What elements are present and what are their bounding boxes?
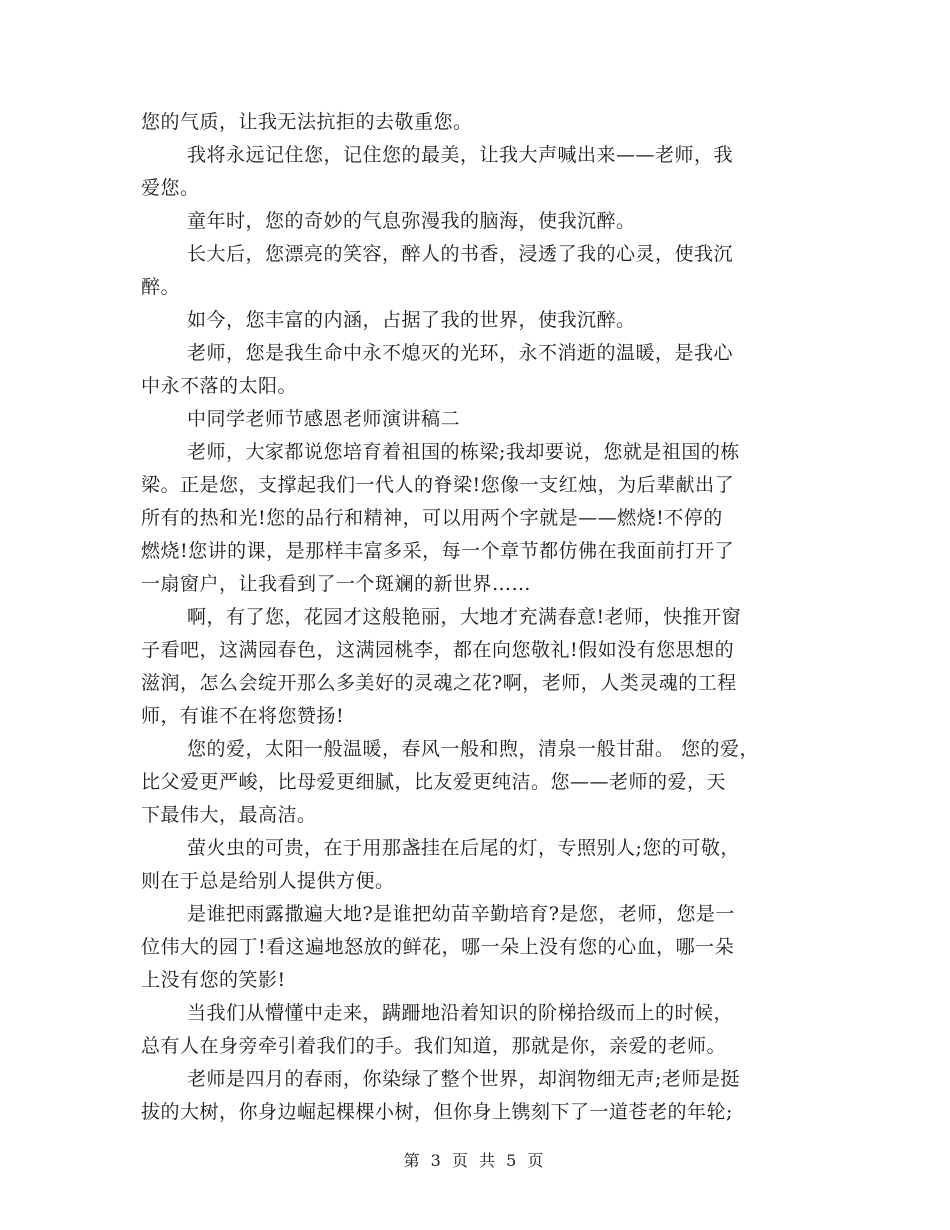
text-line: 则在于总是给别人提供方便。 bbox=[141, 870, 395, 892]
text-line: 萤火虫的可贵，在于用那盏挂在后尾的灯，专照别人;您的可敬， bbox=[187, 837, 740, 859]
text-line: 师，有谁不在将您赞扬! bbox=[141, 705, 345, 727]
text-line: 拔的大树，你身边崛起棵棵小树，但你身上镌刻下了一道苍老的年轮; bbox=[141, 1101, 733, 1123]
text-line: 总有人在身旁牵引着我们的手。我们知道，那就是你，亲爱的老师。 bbox=[141, 1035, 727, 1057]
text-line: 上没有您的笑影! bbox=[141, 969, 286, 991]
text-line: 老师，您是我生命中永不熄灭的光环，永不消逝的温暖，是我心 bbox=[187, 342, 734, 364]
text-line: 位伟大的园丁!看这遍地怒放的鲜花，哪一朵上没有您的心血，哪一朵 bbox=[141, 936, 735, 958]
text-line: 我将永远记住您，记住您的最美，让我大声喊出来——老师，我 bbox=[187, 144, 734, 166]
text-line: 梁。正是您，支撑起我们一代人的脊梁!您像一支红烛，为后辈献出了 bbox=[141, 474, 735, 496]
text-line: 您的爱，太阳一般温暖，春风一般和煦，清泉一般甘甜。 您的爱， bbox=[187, 738, 760, 760]
text-line: 滋润，怎么会绽开那么多美好的灵魂之花?啊，老师，人类灵魂的工程 bbox=[141, 672, 737, 694]
text-line: 长大后，您漂亮的笑容，醉人的书香，浸透了我的心灵，使我沉 bbox=[187, 243, 734, 265]
text-line: 所有的热和光!您的品行和精神，可以用两个字就是——燃烧!不停的 bbox=[141, 507, 723, 529]
text-line: 您的气质，让我无法抗拒的去敬重您。 bbox=[141, 111, 473, 133]
text-line: 当我们从懵懂中走来，蹒跚地沿着知识的阶梯拾级而上的时候， bbox=[187, 1002, 734, 1024]
text-line: 醉。 bbox=[141, 276, 181, 298]
text-line: 如今，您丰富的内涵，占据了我的世界，使我沉醉。 bbox=[187, 309, 636, 331]
page-number-footer: 第 3 页 共 5 页 bbox=[403, 1151, 547, 1170]
text-line: 童年时，您的奇妙的气息弥漫我的脑海，使我沉醉。 bbox=[187, 210, 636, 232]
text-line: 子看吧，这满园春色，这满园桃李，都在向您敬礼!假如没有您思想的 bbox=[141, 639, 735, 661]
text-line: 中永不落的太阳。 bbox=[141, 375, 298, 397]
text-line: 燃烧!您讲的课，是那样丰富多采，每一个章节都仿佛在我面前打开了 bbox=[141, 540, 735, 562]
text-line: 老师，大家都说您培育着祖国的栋梁;我却要说，您就是祖国的栋 bbox=[187, 441, 740, 463]
text-line: 比父爱更严峻，比母爱更细腻，比友爱更纯洁。您——老师的爱，天 bbox=[141, 771, 727, 793]
text-line: 爱您。 bbox=[141, 177, 200, 199]
text-line: 老师是四月的春雨，你染绿了整个世界，却润物细无声;老师是挺 bbox=[187, 1068, 740, 1090]
text-line: 是谁把雨露撒遍大地?是谁把幼苗辛勤培育?是您，老师，您是一 bbox=[187, 903, 735, 925]
text-line: 中同学老师节感恩老师演讲稿二 bbox=[187, 408, 461, 430]
text-line: 啊，有了您，花园才这般艳丽，大地才充满春意!老师，快推开窗 bbox=[187, 606, 742, 628]
body-text bbox=[141, 106, 826, 1129]
text-line: 一扇窗户，让我看到了一个斑斓的新世界…… bbox=[141, 573, 532, 595]
text-line: 下最伟大，最高洁。 bbox=[141, 804, 317, 826]
